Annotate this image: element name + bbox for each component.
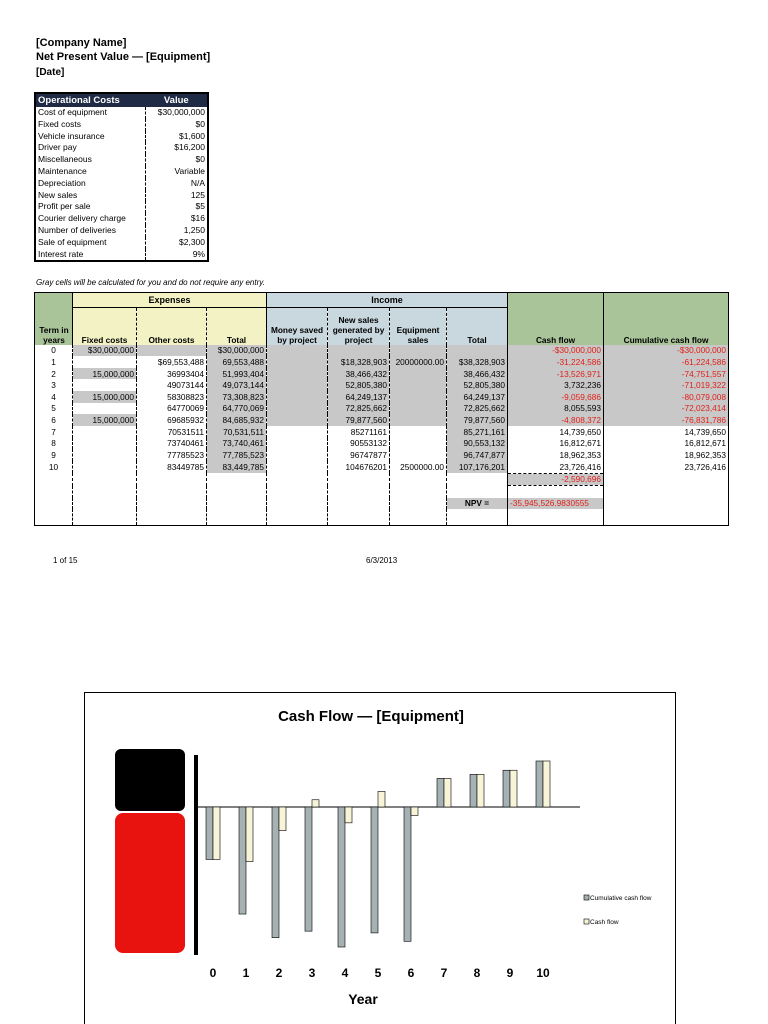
empty-cell <box>604 509 729 525</box>
cell-money-saved <box>267 379 328 391</box>
cell-total-inc: 96,747,877 <box>447 449 508 461</box>
cell-total-exp: 49,073,144 <box>207 379 267 391</box>
cell-cash-flow: -$30,000,000 <box>508 345 604 357</box>
empty-cell <box>73 473 137 486</box>
opc-row <box>35 154 208 166</box>
cell-term: 3 <box>51 380 56 391</box>
cell-total-exp: $30,000,000 <box>207 345 267 357</box>
cell-new-sales: 64,249,137 <box>328 391 390 403</box>
opc-value: $30,000,000 <box>146 107 208 119</box>
empty-cell <box>508 486 604 498</box>
col-term: Term in years <box>35 293 73 345</box>
cell-equip-sales: 2500000.00 <box>390 461 447 473</box>
opc-value: 1,250 <box>146 225 208 237</box>
cell-other: 73740461 <box>137 438 207 450</box>
empty-cell <box>508 509 604 525</box>
spacer-row <box>35 486 729 498</box>
page-number: 1 of 15 <box>53 556 78 565</box>
col-money-saved: Money saved by project <box>267 308 328 345</box>
cell-term: 0 <box>51 345 56 356</box>
cell-fixed <box>73 379 137 391</box>
col-fixed: Fixed costs <box>73 308 137 345</box>
cell-cumulative: -$30,000,000 <box>604 345 729 357</box>
cell-total-inc <box>447 345 508 357</box>
opc-label: Number of deliveries <box>38 224 116 235</box>
opc-label: Interest rate <box>38 248 84 259</box>
opc-label: Driver pay <box>38 142 77 153</box>
opc-row <box>35 190 208 202</box>
empty-cell <box>390 509 447 525</box>
cash-flow-sum: -2,590,696 <box>508 473 604 486</box>
cell-money-saved <box>267 438 328 450</box>
opc-row <box>35 225 208 237</box>
opc-label: New sales <box>38 189 78 200</box>
opc-label: Maintenance <box>38 165 87 176</box>
opc-label: Profit per sale <box>38 201 91 212</box>
footer-date: 6/3/2013 <box>366 556 398 565</box>
document-title: Net Present Value — [Equipment] <box>36 51 211 63</box>
cell-money-saved <box>267 403 328 415</box>
empty-cell <box>390 486 447 498</box>
cumulative-bar <box>305 807 312 931</box>
cell-money-saved <box>267 414 328 426</box>
cell-fixed <box>73 461 137 473</box>
opc-header-value: Value <box>146 93 208 107</box>
empty-cell <box>390 473 447 486</box>
cell-total-inc: $38,328,903 <box>447 356 508 368</box>
x-tick-label: 5 <box>374 966 382 980</box>
empty-cell <box>267 509 328 525</box>
opc-row <box>35 131 208 143</box>
cumulative-bar <box>404 807 411 941</box>
cell-total-inc: 79,877,560 <box>447 414 508 426</box>
cell-cumulative: 18,962,353 <box>604 449 729 461</box>
empty-cell <box>328 486 390 498</box>
redacted-tick-labels <box>115 813 185 953</box>
cell-fixed: 15,000,000 <box>73 368 137 380</box>
cell-cumulative: -74,751,557 <box>604 368 729 380</box>
operational-costs-table <box>34 92 209 262</box>
x-tick-label: 1 <box>242 966 250 980</box>
empty-cell <box>73 486 137 498</box>
cell-term: 5 <box>51 403 56 414</box>
cell-equip-sales <box>390 449 447 461</box>
cash-flow-bar <box>312 800 319 807</box>
empty-cell <box>207 473 267 486</box>
x-tick-label: 6 <box>407 966 415 980</box>
empty-cell <box>207 486 267 498</box>
opc-row <box>35 142 208 154</box>
empty-cell <box>604 486 729 498</box>
cell-total-exp: 64,770,069 <box>207 403 267 415</box>
empty-cell <box>73 498 137 510</box>
table-row <box>35 403 729 415</box>
cell-total-exp: 70,531,511 <box>207 426 267 438</box>
empty-cell <box>328 498 390 510</box>
cash-flow-bar <box>543 761 550 807</box>
cell-cumulative: -72,023,414 <box>604 403 729 415</box>
cell-new-sales: 38,466,432 <box>328 368 390 380</box>
cell-other: 36993404 <box>137 368 207 380</box>
cash-flow-bar <box>279 807 286 831</box>
opc-label: Depreciation <box>38 177 86 188</box>
cell-cash-flow: 18,962,353 <box>508 449 604 461</box>
cell-cash-flow: -4,808,372 <box>508 414 604 426</box>
col-cumulative: Cumulative cash flow <box>604 293 729 345</box>
cell-equip-sales <box>390 414 447 426</box>
cell-cumulative: 23,726,416 <box>604 461 729 473</box>
table-row <box>35 449 729 461</box>
table-row <box>35 345 729 357</box>
x-axis-label: Year <box>348 991 378 1007</box>
x-tick-label: 0 <box>209 966 217 980</box>
opc-value: N/A <box>146 178 208 190</box>
cell-fixed <box>73 449 137 461</box>
cell-other: 70531511 <box>137 426 207 438</box>
empty-cell <box>207 498 267 510</box>
cell-total-exp: 77,785,523 <box>207 449 267 461</box>
cell-equip-sales <box>390 391 447 403</box>
cell-cash-flow: 8,055,593 <box>508 403 604 415</box>
empty-cell <box>35 486 73 498</box>
col-new-sales: New sales generated by project <box>328 308 390 345</box>
cell-equip-sales <box>390 368 447 380</box>
empty-cell <box>137 473 207 486</box>
cell-equip-sales <box>390 426 447 438</box>
npv-table <box>34 292 729 526</box>
document-header <box>36 36 210 80</box>
cell-cash-flow: -13,526,971 <box>508 368 604 380</box>
opc-value: $16,200 <box>146 142 208 154</box>
empty-cell <box>35 473 73 486</box>
cell-total-exp: 69,553,488 <box>207 356 267 368</box>
opc-value: Variable <box>146 166 208 178</box>
cell-fixed: 15,000,000 <box>73 414 137 426</box>
cell-total-inc: 38,466,432 <box>447 368 508 380</box>
cell-fixed <box>73 356 137 368</box>
cash-flow-bar <box>345 807 352 823</box>
opc-row <box>35 119 208 131</box>
cell-total-inc: 64,249,137 <box>447 391 508 403</box>
cell-total-inc: 72,825,662 <box>447 403 508 415</box>
opc-value: 9% <box>146 249 208 262</box>
cumulative-bar <box>206 807 213 859</box>
cell-term: 9 <box>51 450 56 461</box>
opc-row <box>35 201 208 213</box>
empty-cell <box>73 509 137 525</box>
cell-fixed <box>73 426 137 438</box>
cumulative-bar <box>272 807 279 938</box>
cash-flow-bar <box>477 774 484 807</box>
table-row <box>35 391 729 403</box>
cash-flow-bar <box>411 807 418 815</box>
opc-value: $0 <box>146 154 208 166</box>
x-tick-label: 4 <box>341 966 349 980</box>
opc-value: $16 <box>146 213 208 225</box>
cumulative-bar <box>536 761 543 807</box>
empty-cell <box>447 509 508 525</box>
cell-total-exp: 73,308,823 <box>207 391 267 403</box>
opc-value: $0 <box>146 119 208 131</box>
col-cash-flow: Cash flow <box>508 293 604 345</box>
npv-value: -35,945,526.9830555 <box>508 498 604 510</box>
empty-cell <box>267 486 328 498</box>
table-row <box>35 414 729 426</box>
cell-fixed <box>73 438 137 450</box>
cell-equip-sales <box>390 403 447 415</box>
cumulative-bar <box>437 778 444 807</box>
cell-new-sales: 104676201 <box>328 461 390 473</box>
empty-cell <box>267 473 328 486</box>
empty-cell <box>137 509 207 525</box>
cell-new-sales: 79,877,560 <box>328 414 390 426</box>
cell-term: 6 <box>51 415 56 426</box>
cell-cash-flow: 3,732,236 <box>508 379 604 391</box>
cash-flow-bar <box>510 770 517 807</box>
cell-cumulative: 14,739,650 <box>604 426 729 438</box>
opc-value: $2,300 <box>146 237 208 249</box>
empty-cell <box>35 509 73 525</box>
empty-cell <box>604 473 729 486</box>
cell-other: 69685932 <box>137 414 207 426</box>
cell-fixed <box>73 403 137 415</box>
cell-new-sales: $18,328,903 <box>328 356 390 368</box>
document-date: [Date] <box>36 67 65 78</box>
col-other: Other costs <box>137 308 207 345</box>
table-row <box>35 356 729 368</box>
cell-cumulative: -61,224,586 <box>604 356 729 368</box>
cumulative-bar <box>470 774 477 807</box>
table-row <box>35 368 729 380</box>
legend-label: Cumulative cash flow <box>590 895 652 902</box>
sum-row <box>35 473 729 486</box>
cash-flow-chart <box>84 692 676 1024</box>
cell-money-saved <box>267 449 328 461</box>
x-tick-label: 8 <box>473 966 481 980</box>
cell-money-saved <box>267 368 328 380</box>
empty-cell <box>447 473 508 486</box>
empty-cell <box>390 498 447 510</box>
cell-total-inc: 107,176,201 <box>447 461 508 473</box>
cell-total-inc: 90,553,132 <box>447 438 508 450</box>
empty-cell <box>328 509 390 525</box>
empty-cell <box>267 498 328 510</box>
col-total-exp: Total <box>207 308 267 345</box>
cumulative-bar <box>338 807 345 947</box>
cell-total-exp: 83,449,785 <box>207 461 267 473</box>
empty-cell <box>137 498 207 510</box>
cell-term: 1 <box>51 356 56 367</box>
cell-money-saved <box>267 461 328 473</box>
col-equip-sales: Equipment sales <box>390 308 447 345</box>
cell-other <box>137 345 207 357</box>
cell-equip-sales <box>390 438 447 450</box>
opc-label: Miscellaneous <box>38 154 92 165</box>
cell-term: 2 <box>51 368 56 379</box>
table-row <box>35 426 729 438</box>
cell-equip-sales <box>390 345 447 357</box>
cell-cash-flow: -31,224,586 <box>508 356 604 368</box>
cash-flow-bar <box>246 807 253 862</box>
cell-cumulative: -76,831,786 <box>604 414 729 426</box>
table-row <box>35 461 729 473</box>
cash-flow-bar <box>378 791 385 807</box>
group-income: Income <box>267 293 508 308</box>
empty-cell <box>137 486 207 498</box>
cell-term: 10 <box>48 461 59 472</box>
npv-label: NPV = <box>447 498 508 510</box>
opc-label: Cost of equipment <box>38 107 107 117</box>
cumulative-bar <box>371 807 378 933</box>
opc-header-label: Operational Costs <box>35 93 146 107</box>
opc-row <box>35 249 208 262</box>
opc-value: 125 <box>146 190 208 202</box>
cell-other: 83449785 <box>137 461 207 473</box>
empty-cell <box>328 473 390 486</box>
cell-cash-flow: -9,059,686 <box>508 391 604 403</box>
group-expenses: Expenses <box>73 293 267 308</box>
opc-row <box>35 166 208 178</box>
cell-other: $69,553,488 <box>137 356 207 368</box>
opc-label: Vehicle insurance <box>38 130 105 141</box>
cumulative-bar <box>503 770 510 807</box>
opc-label: Fixed costs <box>38 118 81 129</box>
cell-money-saved <box>267 345 328 357</box>
cell-total-exp: 84,685,932 <box>207 414 267 426</box>
opc-label: Courier delivery charge <box>38 213 126 224</box>
chart-title: Cash Flow — [Equipment] <box>278 708 464 725</box>
empty-cell <box>447 486 508 498</box>
cell-new-sales: 72,825,662 <box>328 403 390 415</box>
legend-swatch <box>584 895 589 900</box>
cell-other: 58308823 <box>137 391 207 403</box>
opc-label: Sale of equipment <box>38 236 107 247</box>
cell-new-sales <box>328 345 390 357</box>
cell-cumulative: -80,079,008 <box>604 391 729 403</box>
company-name: [Company Name] <box>36 37 127 49</box>
empty-cell <box>604 498 729 510</box>
cell-other: 64770069 <box>137 403 207 415</box>
cell-new-sales: 85271161 <box>328 426 390 438</box>
opc-value: $1,600 <box>146 131 208 143</box>
cell-new-sales: 90553132 <box>328 438 390 450</box>
cell-total-inc: 52,805,380 <box>447 379 508 391</box>
x-tick-label: 2 <box>275 966 283 980</box>
redacted-tick-labels <box>115 749 185 811</box>
cell-cash-flow: 23,726,416 <box>508 461 604 473</box>
cell-equip-sales <box>390 379 447 391</box>
x-tick-label: 7 <box>440 966 448 980</box>
cell-money-saved <box>267 356 328 368</box>
cell-fixed: $30,000,000 <box>73 345 137 357</box>
empty-cell <box>207 509 267 525</box>
cell-total-exp: 73,740,461 <box>207 438 267 450</box>
cell-total-exp: 51,993,404 <box>207 368 267 380</box>
x-tick-label: 9 <box>506 966 514 980</box>
opc-row <box>35 237 208 249</box>
npv-row <box>35 498 729 510</box>
cell-new-sales: 52,805,380 <box>328 379 390 391</box>
cell-cash-flow: 16,812,671 <box>508 438 604 450</box>
gray-cells-note: Gray cells will be calculated for you and do not require any entry. <box>36 278 265 287</box>
opc-row <box>35 107 208 119</box>
table-row <box>35 438 729 450</box>
cell-term: 4 <box>51 391 56 402</box>
cell-other: 77785523 <box>137 449 207 461</box>
cell-term: 7 <box>51 426 56 437</box>
filler-row <box>35 509 729 525</box>
x-tick-label: 10 <box>536 966 550 980</box>
cell-term: 8 <box>51 438 56 449</box>
legend-swatch <box>584 919 589 924</box>
empty-cell <box>35 498 73 510</box>
chart-canvas <box>85 693 677 1024</box>
cumulative-bar <box>239 807 246 914</box>
cell-cumulative: 16,812,671 <box>604 438 729 450</box>
opc-row <box>35 213 208 225</box>
cell-total-inc: 85,271,161 <box>447 426 508 438</box>
table-row <box>35 379 729 391</box>
cell-fixed: 15,000,000 <box>73 391 137 403</box>
cell-new-sales: 96747877 <box>328 449 390 461</box>
cell-other: 49073144 <box>137 379 207 391</box>
legend-label: Cash flow <box>590 919 619 926</box>
col-total-inc: Total <box>447 308 508 345</box>
x-tick-label: 3 <box>308 966 316 980</box>
opc-row <box>35 178 208 190</box>
cell-money-saved <box>267 391 328 403</box>
opc-value: $5 <box>146 201 208 213</box>
cash-flow-bar <box>444 778 451 807</box>
cell-cash-flow: 14,739,650 <box>508 426 604 438</box>
cell-cumulative: -71,019,322 <box>604 379 729 391</box>
cell-money-saved <box>267 426 328 438</box>
cash-flow-bar <box>213 807 220 859</box>
cell-equip-sales: 20000000.00 <box>390 356 447 368</box>
